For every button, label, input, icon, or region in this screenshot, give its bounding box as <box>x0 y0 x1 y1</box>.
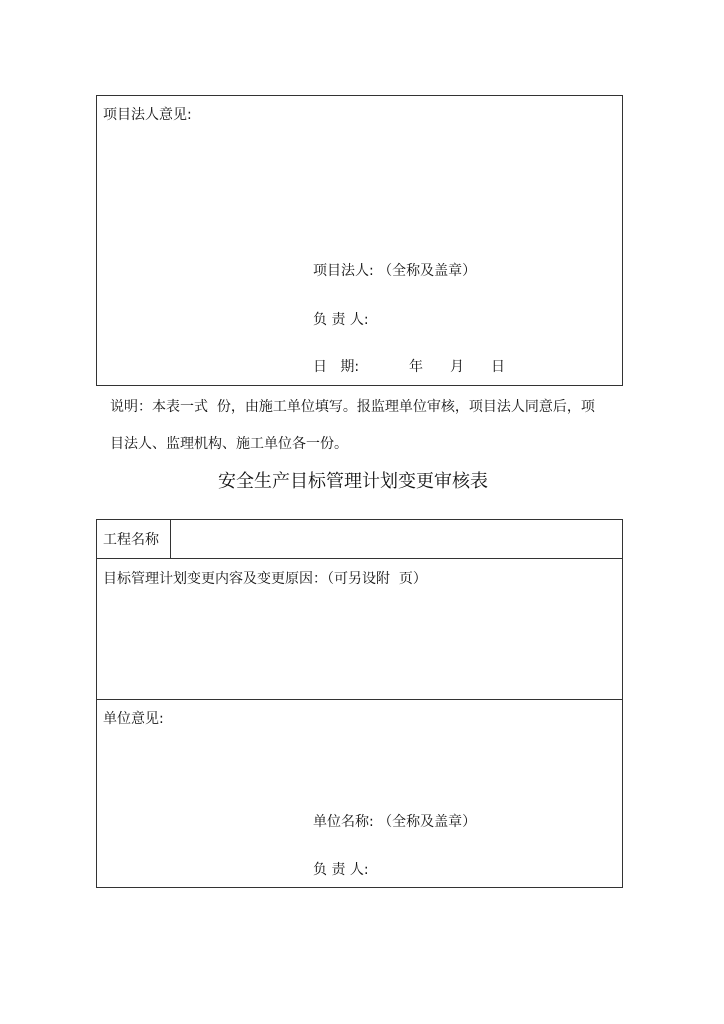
date-label: 日 期: <box>313 359 360 375</box>
project-opinion-box <box>96 95 623 386</box>
responsible-person-label: 负 责 人: <box>313 312 369 328</box>
change-content-label: 目标管理计划变更内容及变更原因：（可另设附 页） <box>103 571 427 587</box>
project-name-divider <box>170 520 171 558</box>
note-line-2: 目法人、监理机构、施工单位各一份。 <box>110 436 348 452</box>
form-title: 安全生产目标管理计划变更审核表 <box>218 471 488 492</box>
project-name-label: 工程名称 <box>103 532 159 548</box>
unit-opinion-label: 单位意见: <box>103 711 164 727</box>
date-month-label: 月 <box>450 359 464 375</box>
project-opinion-label: 项目法人意见: <box>103 107 192 123</box>
row-divider-2 <box>97 699 622 700</box>
legal-person-signature-label: 项目法人: （全称及盖章） <box>313 263 477 279</box>
unit-responsible-person-label: 负 责 人: <box>313 862 369 878</box>
unit-name-signature-label: 单位名称: （全称及盖章） <box>313 814 477 830</box>
date-day-label: 日 <box>491 359 505 375</box>
row-divider-1 <box>97 558 622 559</box>
change-review-form <box>96 519 623 888</box>
date-year-label: 年 <box>409 359 423 375</box>
note-line-1: 说明：本表一式 份，由施工单位填写。报监理单位审核，项目法人同意后，项 <box>110 399 595 415</box>
